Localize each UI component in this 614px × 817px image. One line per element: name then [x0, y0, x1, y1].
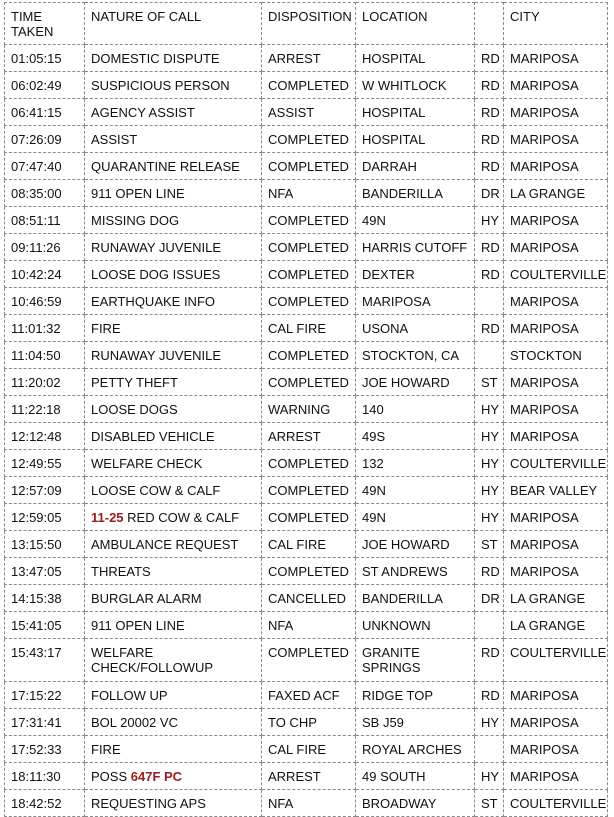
table-row	[5, 558, 608, 585]
cell-time-taken: 11:01:32	[5, 315, 85, 342]
table-row	[5, 234, 608, 261]
cell-time-taken: 11:20:02	[5, 369, 85, 396]
cell-street-suffix: ST	[475, 369, 504, 396]
cell-time-taken: 15:43:17	[5, 639, 85, 682]
cell-disposition: COMPLETED	[262, 450, 356, 477]
nature-text: THREATS	[91, 564, 151, 579]
cell-location: 140	[356, 396, 475, 423]
cell-nature-of-call	[85, 709, 262, 736]
nature-line: CHECK/FOLLOWUP	[91, 660, 214, 675]
cell-nature-of-call	[85, 423, 262, 450]
cell-nature-of-call	[85, 207, 262, 234]
nature-text: ASSIST	[91, 132, 138, 147]
cell-street-suffix: RD	[475, 99, 504, 126]
cell-street-suffix: RD	[475, 234, 504, 261]
cell-location: HOSPITAL	[356, 126, 475, 153]
cell-nature-of-call	[85, 126, 262, 153]
cell-street-suffix: DR	[475, 585, 504, 612]
cell-disposition: TO CHP	[262, 709, 356, 736]
table-row	[5, 153, 608, 180]
nature-text: QUARANTINE RELEASE	[91, 159, 240, 174]
cell-city: MARIPOSA	[504, 153, 608, 180]
cell-street-suffix: RD	[475, 45, 504, 72]
cell-location: W WHITLOCK	[356, 72, 475, 99]
nature-text: DOMESTIC DISPUTE	[91, 51, 220, 66]
cell-nature-of-call	[85, 72, 262, 99]
cell-location: 49N	[356, 477, 475, 504]
cell-location: SB J59	[356, 709, 475, 736]
cell-time-taken: 18:42:52	[5, 790, 85, 817]
cell-time-taken: 07:26:09	[5, 126, 85, 153]
cell-time-taken: 12:12:48	[5, 423, 85, 450]
cell-street-suffix: HY	[475, 396, 504, 423]
cell-disposition: CAL FIRE	[262, 531, 356, 558]
cell-city: COULTERVILLE	[504, 639, 608, 682]
cell-nature-of-call	[85, 45, 262, 72]
cell-city: MARIPOSA	[504, 531, 608, 558]
cell-street-suffix	[475, 736, 504, 763]
table-row	[5, 99, 608, 126]
table-row	[5, 504, 608, 531]
cell-street-suffix: RD	[475, 558, 504, 585]
nature-text: SUSPICIOUS PERSON	[91, 78, 230, 93]
cell-location: DEXTER	[356, 261, 475, 288]
cell-disposition: WARNING	[262, 396, 356, 423]
cell-location: RIDGE TOP	[356, 682, 475, 709]
cell-time-taken: 18:11:30	[5, 763, 85, 790]
cell-nature-of-call	[85, 153, 262, 180]
cell-disposition: COMPLETED	[262, 504, 356, 531]
cell-city: MARIPOSA	[504, 763, 608, 790]
nature-text: MISSING DOG	[91, 213, 180, 228]
cell-location: HARRIS CUTOFF	[356, 234, 475, 261]
cell-street-suffix	[475, 288, 504, 315]
cell-city: MARIPOSA	[504, 504, 608, 531]
cell-location: MARIPOSA	[356, 288, 475, 315]
nature-text: EARTHQUAKE INFO	[91, 294, 216, 309]
cell-time-taken: 06:02:49	[5, 72, 85, 99]
table-row	[5, 369, 608, 396]
cell-location: BROADWAY	[356, 790, 475, 817]
table-row	[5, 45, 608, 72]
table-row	[5, 585, 608, 612]
table-row	[5, 682, 608, 709]
nature-text: RED COW & CALF	[127, 510, 240, 525]
penal-code-highlight: 11-25	[91, 510, 124, 525]
cell-time-taken: 08:51:11	[5, 207, 85, 234]
cell-location: 49N	[356, 504, 475, 531]
cell-location: BANDERILLA	[356, 180, 475, 207]
cell-disposition: CAL FIRE	[262, 315, 356, 342]
nature-text: BURGLAR ALARM	[91, 591, 202, 606]
cell-disposition: ASSIST	[262, 99, 356, 126]
call-log-table	[4, 2, 608, 817]
cell-location: 49 SOUTH	[356, 763, 475, 790]
cell-street-suffix: RD	[475, 153, 504, 180]
cell-city: MARIPOSA	[504, 234, 608, 261]
cell-city: STOCKTON	[504, 342, 608, 369]
nature-text: FIRE	[91, 742, 121, 757]
nature-text: AGENCY ASSIST	[91, 105, 195, 120]
cell-disposition: COMPLETED	[262, 477, 356, 504]
cell-time-taken: 08:35:00	[5, 180, 85, 207]
cell-city: COULTERVILLE	[504, 450, 608, 477]
header-row	[5, 3, 608, 45]
cell-street-suffix: ST	[475, 531, 504, 558]
cell-city: MARIPOSA	[504, 315, 608, 342]
nature-text: AMBULANCE REQUEST	[91, 537, 239, 552]
cell-nature-of-call	[85, 504, 262, 531]
table-row	[5, 180, 608, 207]
nature-text: RUNAWAY JUVENILE	[91, 348, 222, 363]
cell-location: ROYAL ARCHES	[356, 736, 475, 763]
cell-time-taken: 06:41:15	[5, 99, 85, 126]
table-row	[5, 763, 608, 790]
cell-street-suffix: RD	[475, 261, 504, 288]
cell-nature-of-call	[85, 396, 262, 423]
cell-location: 132	[356, 450, 475, 477]
cell-disposition: NFA	[262, 180, 356, 207]
cell-time-taken: 17:52:33	[5, 736, 85, 763]
cell-disposition: ARREST	[262, 423, 356, 450]
nature-text: LOOSE DOG ISSUES	[91, 267, 221, 282]
cell-disposition: COMPLETED	[262, 234, 356, 261]
header-disposition: DISPOSITION	[262, 3, 356, 45]
nature-text: DISABLED VEHICLE	[91, 429, 215, 444]
cell-street-suffix: HY	[475, 504, 504, 531]
cell-location: HOSPITAL	[356, 45, 475, 72]
cell-location: DARRAH	[356, 153, 475, 180]
header-suffix	[475, 3, 504, 45]
table-row	[5, 126, 608, 153]
cell-nature-of-call	[85, 531, 262, 558]
cell-disposition: ARREST	[262, 45, 356, 72]
cell-disposition: COMPLETED	[262, 369, 356, 396]
cell-disposition: COMPLETED	[262, 72, 356, 99]
cell-city: MARIPOSA	[504, 709, 608, 736]
nature-text: PETTY THEFT	[91, 375, 178, 390]
table-row	[5, 736, 608, 763]
cell-street-suffix: DR	[475, 180, 504, 207]
cell-location: JOE HOWARD	[356, 531, 475, 558]
cell-location: JOE HOWARD	[356, 369, 475, 396]
table-row	[5, 207, 608, 234]
cell-time-taken: 17:15:22	[5, 682, 85, 709]
location-line: SPRINGS	[362, 660, 421, 675]
header-city: CITY	[504, 3, 608, 45]
cell-location: ST ANDREWS	[356, 558, 475, 585]
cell-time-taken: 11:04:50	[5, 342, 85, 369]
cell-nature-of-call	[85, 585, 262, 612]
table-row	[5, 709, 608, 736]
cell-disposition: CANCELLED	[262, 585, 356, 612]
cell-time-taken: 13:15:50	[5, 531, 85, 558]
cell-city: MARIPOSA	[504, 99, 608, 126]
cell-street-suffix: HY	[475, 477, 504, 504]
cell-disposition: FAXED ACF	[262, 682, 356, 709]
table-row	[5, 477, 608, 504]
header-time-taken: TIME TAKEN	[5, 3, 85, 45]
penal-code-highlight: 647F PC	[130, 769, 183, 784]
cell-nature-of-call	[85, 558, 262, 585]
cell-city: MARIPOSA	[504, 288, 608, 315]
cell-street-suffix: RD	[475, 639, 504, 682]
cell-nature-of-call	[85, 99, 262, 126]
table-row	[5, 288, 608, 315]
table-row	[5, 790, 608, 817]
table-row	[5, 450, 608, 477]
nature-text: WELFARE CHECK	[91, 456, 203, 471]
cell-location: BANDERILLA	[356, 585, 475, 612]
cell-street-suffix: HY	[475, 207, 504, 234]
cell-street-suffix: RD	[475, 682, 504, 709]
header-nature-of-call: NATURE OF CALL	[85, 3, 262, 45]
table-row	[5, 639, 608, 682]
cell-city: MARIPOSA	[504, 423, 608, 450]
table-row	[5, 72, 608, 99]
table-row	[5, 261, 608, 288]
cell-city: MARIPOSA	[504, 207, 608, 234]
cell-location: 49N	[356, 207, 475, 234]
cell-time-taken: 17:31:41	[5, 709, 85, 736]
cell-time-taken: 12:49:55	[5, 450, 85, 477]
nature-text: BOL 20002 VC	[91, 715, 178, 730]
cell-nature-of-call	[85, 763, 262, 790]
cell-street-suffix	[475, 342, 504, 369]
cell-street-suffix: HY	[475, 709, 504, 736]
cell-disposition: COMPLETED	[262, 342, 356, 369]
cell-nature-of-call	[85, 612, 262, 639]
cell-city: COULTERVILLE	[504, 790, 608, 817]
cell-time-taken: 14:15:38	[5, 585, 85, 612]
cell-city: MARIPOSA	[504, 736, 608, 763]
cell-city: MARIPOSA	[504, 369, 608, 396]
cell-city: MARIPOSA	[504, 45, 608, 72]
nature-text: LOOSE DOGS	[91, 402, 178, 417]
cell-location: UNKNOWN	[356, 612, 475, 639]
cell-city: LA GRANGE	[504, 612, 608, 639]
cell-nature-of-call	[85, 477, 262, 504]
nature-text: 911 OPEN LINE	[91, 186, 185, 201]
cell-time-taken: 07:47:40	[5, 153, 85, 180]
cell-city: BEAR VALLEY	[504, 477, 608, 504]
cell-street-suffix: HY	[475, 423, 504, 450]
cell-location: USONA	[356, 315, 475, 342]
cell-disposition: COMPLETED	[262, 639, 356, 682]
nature-text: 911 OPEN LINE	[91, 618, 185, 633]
cell-time-taken: 12:59:05	[5, 504, 85, 531]
nature-text: POSS	[91, 769, 128, 784]
cell-disposition: CAL FIRE	[262, 736, 356, 763]
cell-city: LA GRANGE	[504, 180, 608, 207]
cell-city: COULTERVILLE	[504, 261, 608, 288]
cell-nature-of-call	[85, 261, 262, 288]
table-row	[5, 531, 608, 558]
cell-disposition: COMPLETED	[262, 126, 356, 153]
cell-city: MARIPOSA	[504, 72, 608, 99]
cell-time-taken: 13:47:05	[5, 558, 85, 585]
cell-street-suffix: RD	[475, 315, 504, 342]
cell-time-taken: 01:05:15	[5, 45, 85, 72]
cell-city: MARIPOSA	[504, 558, 608, 585]
cell-street-suffix: HY	[475, 450, 504, 477]
cell-nature-of-call	[85, 234, 262, 261]
cell-nature-of-call	[85, 736, 262, 763]
nature-text: REQUESTING APS	[91, 796, 206, 811]
nature-text: LOOSE COW & CALF	[91, 483, 221, 498]
cell-street-suffix: ST	[475, 790, 504, 817]
cell-disposition: COMPLETED	[262, 288, 356, 315]
cell-location: HOSPITAL	[356, 99, 475, 126]
cell-street-suffix: RD	[475, 72, 504, 99]
cell-nature-of-call	[85, 369, 262, 396]
cell-nature-of-call	[85, 450, 262, 477]
cell-nature-of-call	[85, 790, 262, 817]
nature-line: WELFARE	[91, 645, 154, 660]
cell-time-taken: 09:11:26	[5, 234, 85, 261]
cell-time-taken: 15:41:05	[5, 612, 85, 639]
location-line: GRANITE	[362, 645, 420, 660]
cell-nature-of-call	[85, 639, 262, 682]
nature-text: FIRE	[91, 321, 121, 336]
cell-disposition: COMPLETED	[262, 153, 356, 180]
cell-location: 49S	[356, 423, 475, 450]
header-location: LOCATION	[356, 3, 475, 45]
cell-street-suffix: HY	[475, 763, 504, 790]
table-row	[5, 342, 608, 369]
cell-city: MARIPOSA	[504, 682, 608, 709]
cell-disposition: COMPLETED	[262, 558, 356, 585]
cell-time-taken: 11:22:18	[5, 396, 85, 423]
cell-nature-of-call	[85, 682, 262, 709]
cell-city: LA GRANGE	[504, 585, 608, 612]
table-row	[5, 612, 608, 639]
cell-disposition: COMPLETED	[262, 207, 356, 234]
cell-time-taken: 10:42:24	[5, 261, 85, 288]
table-row	[5, 315, 608, 342]
cell-city: MARIPOSA	[504, 396, 608, 423]
cell-nature-of-call	[85, 288, 262, 315]
table-row	[5, 396, 608, 423]
cell-street-suffix	[475, 612, 504, 639]
cell-time-taken: 10:46:59	[5, 288, 85, 315]
cell-nature-of-call	[85, 180, 262, 207]
cell-nature-of-call	[85, 315, 262, 342]
cell-disposition: ARREST	[262, 763, 356, 790]
cell-nature-of-call	[85, 342, 262, 369]
nature-text: FOLLOW UP	[91, 688, 168, 703]
cell-disposition: NFA	[262, 790, 356, 817]
cell-time-taken: 12:57:09	[5, 477, 85, 504]
nature-text: RUNAWAY JUVENILE	[91, 240, 222, 255]
cell-disposition: NFA	[262, 612, 356, 639]
cell-location	[356, 639, 475, 682]
cell-location: STOCKTON, CA	[356, 342, 475, 369]
cell-disposition: COMPLETED	[262, 261, 356, 288]
table-row	[5, 423, 608, 450]
cell-street-suffix: RD	[475, 126, 504, 153]
cell-city: MARIPOSA	[504, 126, 608, 153]
